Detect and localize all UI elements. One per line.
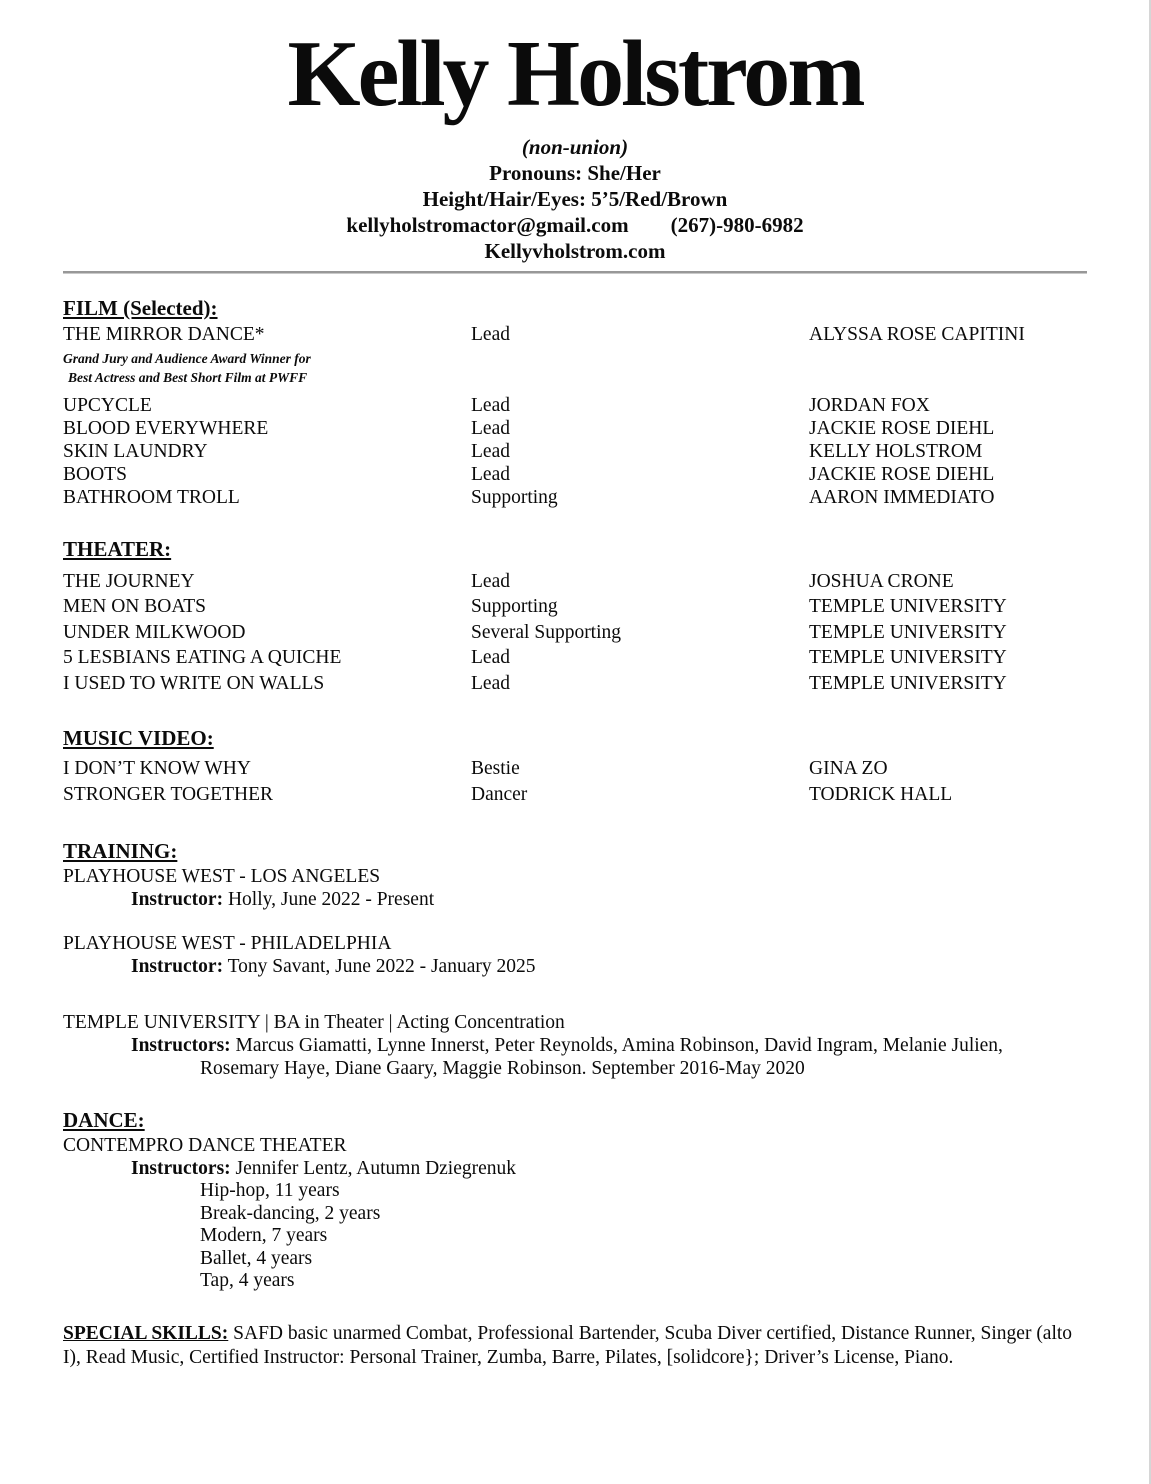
credit-row [63, 645, 1087, 671]
special-skills-paragraph [63, 1322, 1087, 1371]
credit-role: Dancer [471, 783, 528, 805]
credit-title: UPCYCLE [63, 394, 152, 416]
union-status: (non-union) [521, 134, 629, 159]
credit-company: JACKIE ROSE DIEHL [809, 417, 995, 439]
dance-style-item: Hip-hop, 11 years [200, 1180, 340, 1202]
credit-title: BLOOD EVERYWHERE [63, 417, 269, 439]
credit-title: THE JOURNEY [63, 570, 195, 592]
award-note-line2: Best Actress and Best Short Film at PWFF [68, 369, 308, 385]
credit-row [63, 486, 1087, 509]
training-instructor-line [63, 1034, 1087, 1057]
instructors-label: Instructors: [131, 1158, 231, 1180]
credit-row [63, 463, 1087, 486]
training-entry [63, 932, 1087, 978]
training-entry [63, 865, 1087, 911]
credit-company: GINA ZO [809, 758, 888, 780]
credit-title: SKIN LAUNDRY [63, 440, 208, 462]
credit-role: Lead [471, 440, 510, 462]
instructor-detail: Holly, June 2022 - Present [227, 889, 435, 911]
credit-company: JACKIE ROSE DIEHL [809, 463, 995, 485]
film-section [63, 296, 1087, 509]
website-text: Kellyvholstrom.com [484, 238, 666, 263]
contact-line [63, 212, 1087, 238]
page-title: Kelly Holstrom [287, 22, 863, 126]
dance-style-item: Modern, 7 years [200, 1225, 328, 1247]
credit-title: 5 LESBIANS EATING A QUICHE [63, 647, 342, 669]
credit-role: Lead [471, 463, 510, 485]
training-entry [63, 1011, 1087, 1080]
credit-role: Lead [471, 672, 510, 694]
music-video-section [63, 726, 1087, 807]
credit-row [63, 782, 1087, 808]
training-school: TEMPLE UNIVERSITY | BA in Theater | Acting Concentration [63, 1012, 565, 1034]
credit-title: I DON’T KNOW WHY [63, 758, 251, 780]
instructors-detail: Jennifer Lentz, Autumn Dziegrenuk [235, 1158, 517, 1180]
credit-role: Lead [471, 570, 510, 592]
training-instructor-line [63, 888, 1087, 911]
credit-role: Supporting [471, 596, 558, 618]
credit-row [63, 417, 1087, 440]
credit-role: Supporting [471, 486, 558, 508]
credit-title: I USED TO WRITE ON WALLS [63, 672, 325, 694]
film-section-heading: FILM (Selected): [63, 295, 218, 320]
credit-title: STRONGER TOGETHER [63, 783, 273, 805]
instructor-label: Instructors: [131, 1035, 231, 1057]
training-section [63, 839, 1087, 1080]
theater-section [63, 537, 1087, 697]
award-note [63, 349, 1087, 387]
credit-role: Lead [471, 647, 510, 669]
credit-row [63, 569, 1087, 595]
dance-section [63, 1108, 1087, 1293]
resume-header [63, 22, 1087, 274]
dance-style-item: Break-dancing, 2 years [200, 1202, 381, 1224]
credit-role: Several Supporting [471, 621, 622, 643]
credit-title: BOOTS [63, 463, 127, 485]
credit-company: TEMPLE UNIVERSITY [809, 621, 1007, 643]
credit-company: TEMPLE UNIVERSITY [809, 596, 1007, 618]
credit-title: THE MIRROR DANCE* [63, 323, 265, 345]
credit-row [63, 620, 1087, 646]
training-instructor-continuation: Rosemary Haye, Diane Gaary, Maggie Robinson. September 2016-May 2020 [200, 1058, 805, 1080]
special-skills-heading: SPECIAL SKILLS: [63, 1322, 229, 1344]
credit-row [63, 756, 1087, 782]
credit-row [63, 323, 1087, 346]
dance-instructors-line [63, 1157, 1087, 1180]
credit-company: KELLY HOLSTROM [809, 440, 983, 462]
credit-role: Bestie [471, 758, 520, 780]
header-divider [63, 271, 1087, 274]
credit-role: Lead [471, 323, 510, 345]
credit-row [63, 594, 1087, 620]
music-video-section-heading: MUSIC VIDEO: [63, 726, 214, 751]
credit-role: Lead [471, 417, 510, 439]
credit-company: TODRICK HALL [809, 783, 953, 805]
credit-title: MEN ON BOATS [63, 596, 207, 618]
special-skills-text: SAFD basic unarmed Combat, Professional Bartender, Scuba Diver certified, Distance Runner, Singer (alto I), Read Music, Certified Instructor: Personal Trainer, Zumba, Barre, Pilates, [solidcore}; Driver’s License, Piano. [63, 1322, 1073, 1369]
stats-line: Height/Hair/Eyes: 5’5/Red/Brown [422, 186, 728, 211]
dance-style-item: Tap, 4 years [200, 1270, 295, 1292]
instructor-label: Instructor: [131, 889, 224, 911]
credit-company: TEMPLE UNIVERSITY [809, 647, 1007, 669]
award-note-line1: Grand Jury and Audience Award Winner for [63, 350, 311, 366]
dance-styles-list [63, 1180, 1087, 1293]
dance-style-item: Ballet, 4 years [200, 1247, 313, 1269]
theater-section-heading: THEATER: [63, 536, 172, 561]
credit-company: AARON IMMEDIATO [809, 486, 995, 508]
credit-company: JORDAN FOX [809, 394, 930, 416]
training-instructor-line [63, 955, 1087, 978]
credit-title: BATHROOM TROLL [63, 486, 240, 508]
credit-title: UNDER MILKWOOD [63, 621, 246, 643]
credit-row [63, 440, 1087, 463]
credit-row [63, 394, 1087, 417]
credit-company: JOSHUA CRONE [809, 570, 954, 592]
pronouns-line: Pronouns: She/Her [489, 160, 661, 185]
phone-text: (267)-980-6982 [670, 212, 804, 237]
instructor-detail: Tony Savant, June 2022 - January 2025 [227, 956, 536, 978]
training-section-heading: TRAINING: [63, 839, 178, 864]
email-text: kellyholstromactor@gmail.com [346, 212, 629, 237]
dance-section-heading: DANCE: [63, 1108, 145, 1133]
instructor-detail: Marcus Giamatti, Lynne Innerst, Peter Reynolds, Amina Robinson, David Ingram, Melanie Julien, [235, 1035, 1003, 1057]
credit-company: TEMPLE UNIVERSITY [809, 672, 1007, 694]
dance-company: CONTEMPRO DANCE THEATER [63, 1135, 347, 1157]
credit-role: Lead [471, 394, 510, 416]
training-school: PLAYHOUSE WEST - PHILADELPHIA [63, 933, 392, 955]
credit-company: ALYSSA ROSE CAPITINI [809, 323, 1025, 345]
instructor-label: Instructor: [131, 956, 224, 978]
credit-row [63, 671, 1087, 697]
special-skills-section [63, 1322, 1087, 1371]
training-school: PLAYHOUSE WEST - LOS ANGELES [63, 866, 381, 888]
